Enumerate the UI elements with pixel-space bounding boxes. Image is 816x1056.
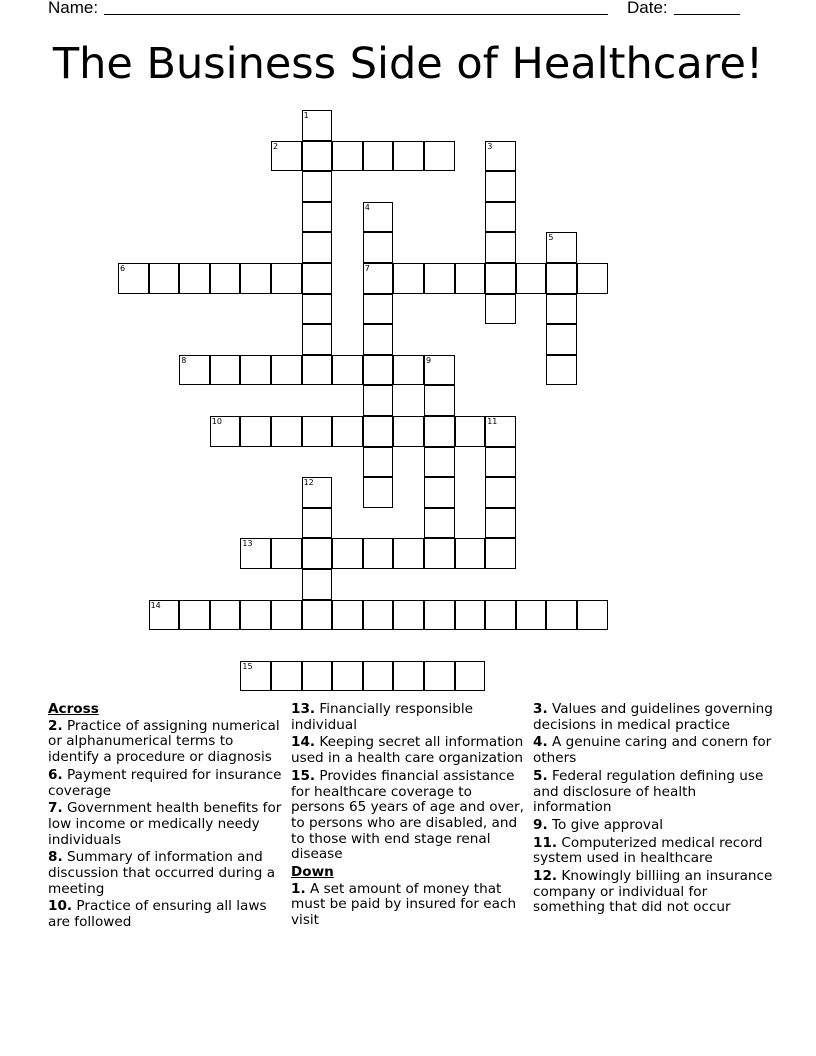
crossword-cell[interactable] bbox=[332, 538, 363, 569]
crossword-cell[interactable] bbox=[393, 355, 424, 386]
crossword-cell[interactable] bbox=[455, 263, 486, 294]
clue-number: 1 bbox=[303, 111, 309, 120]
crossword-cell[interactable] bbox=[302, 141, 333, 172]
crossword-cell[interactable] bbox=[485, 171, 516, 202]
crossword-cell[interactable] bbox=[485, 294, 516, 325]
crossword-cell[interactable] bbox=[302, 171, 333, 202]
crossword-cell[interactable] bbox=[485, 416, 516, 447]
crossword-cell[interactable] bbox=[424, 661, 455, 692]
crossword-cell[interactable] bbox=[363, 416, 394, 447]
crossword-cell[interactable] bbox=[546, 232, 577, 263]
crossword-cell[interactable] bbox=[363, 538, 394, 569]
clue-across-14: 14. Keeping secret all information used in a health care organization bbox=[291, 734, 524, 767]
crossword-cell[interactable] bbox=[577, 600, 608, 631]
clue-number: 4 bbox=[364, 202, 370, 212]
crossword-cell[interactable] bbox=[210, 263, 241, 294]
date-label: Date: bbox=[627, 0, 668, 17]
crossword-cell[interactable] bbox=[302, 416, 333, 447]
crossword-cell[interactable] bbox=[302, 508, 333, 539]
crossword-cell[interactable] bbox=[271, 661, 302, 692]
crossword-cell[interactable] bbox=[424, 447, 455, 478]
crossword-cell[interactable] bbox=[546, 600, 577, 631]
clues-column-2 bbox=[291, 702, 527, 931]
crossword-cell[interactable] bbox=[240, 416, 271, 447]
crossword-cell[interactable] bbox=[393, 141, 424, 172]
crossword-cell[interactable] bbox=[363, 141, 394, 172]
crossword-cell[interactable] bbox=[240, 600, 271, 631]
crossword-cell[interactable] bbox=[363, 324, 394, 355]
crossword-cell[interactable] bbox=[424, 477, 455, 508]
clue-across-13: 13. Financially responsible individual bbox=[291, 701, 474, 733]
crossword-cell[interactable] bbox=[485, 538, 516, 569]
down-heading: Down bbox=[291, 864, 334, 881]
clue-number: 2 bbox=[273, 141, 279, 151]
crossword-cell[interactable] bbox=[363, 600, 394, 631]
crossword-cell[interactable] bbox=[149, 600, 180, 631]
crossword-cell[interactable] bbox=[424, 385, 455, 416]
crossword-cell[interactable] bbox=[363, 477, 394, 508]
crossword-cell[interactable] bbox=[424, 416, 455, 447]
crossword-cell[interactable] bbox=[302, 110, 333, 141]
crossword-cell[interactable] bbox=[485, 202, 516, 233]
crossword-cell[interactable] bbox=[332, 600, 363, 631]
crossword-cell[interactable] bbox=[363, 232, 394, 263]
clue-across-7: 7. Government health benefits for low income or medically needy individuals bbox=[48, 800, 282, 848]
crossword-cell[interactable] bbox=[424, 600, 455, 631]
crossword-cell[interactable] bbox=[302, 324, 333, 355]
crossword-cell[interactable] bbox=[363, 294, 394, 325]
clue-across-10: 10. Practice of ensuring all laws are followed bbox=[48, 898, 267, 931]
crossword-cell[interactable] bbox=[210, 416, 241, 447]
crossword-cell[interactable] bbox=[577, 263, 608, 294]
crossword-cell[interactable] bbox=[485, 508, 516, 539]
clue-down-3: 3. Values and guidelines governing decisions in medical practice bbox=[533, 701, 773, 733]
crossword-cell[interactable] bbox=[485, 141, 516, 172]
clue-across-6: 6. Payment required for insurance coverage bbox=[48, 766, 282, 799]
crossword-cell[interactable] bbox=[363, 447, 394, 478]
clue-number: 15 bbox=[242, 661, 253, 671]
crossword-cell[interactable] bbox=[546, 324, 577, 355]
crossword-cell[interactable] bbox=[516, 263, 547, 294]
crossword-cell[interactable] bbox=[302, 202, 333, 233]
crossword-cell[interactable] bbox=[302, 355, 333, 386]
crossword-cell[interactable] bbox=[455, 600, 486, 631]
crossword-cell[interactable] bbox=[271, 141, 302, 172]
clue-down-1: 1. A set amount of money that must be paid by insured for each visit bbox=[291, 880, 517, 929]
crossword-cell[interactable] bbox=[455, 416, 486, 447]
crossword-cell[interactable] bbox=[271, 355, 302, 386]
clue-down-11: 11. Computerized medical record system used in healthcare bbox=[533, 834, 763, 867]
crossword-cell[interactable] bbox=[271, 263, 302, 294]
clue-number: 12 bbox=[303, 478, 314, 488]
crossword-cell[interactable] bbox=[179, 600, 210, 631]
clue-number: 14 bbox=[150, 600, 161, 610]
clue-down-5: 5. Federal regulation defining use and disclosure of health information bbox=[533, 767, 764, 816]
name-label: Name: bbox=[48, 0, 99, 17]
crossword-cell[interactable] bbox=[393, 416, 424, 447]
clue-number: 11 bbox=[487, 417, 498, 426]
clue-number: 13 bbox=[242, 539, 253, 549]
crossword-cell[interactable] bbox=[302, 477, 333, 508]
crossword-cell[interactable] bbox=[210, 355, 241, 386]
clue-across-15: 15. Provides financial assistance for healthcare coverage to persons 65 years of age and over, to persons who are disabled, and to those with end stage renal disease bbox=[291, 767, 524, 863]
crossword-cell[interactable] bbox=[179, 355, 210, 386]
crossword-cell[interactable] bbox=[302, 600, 333, 631]
crossword-cell[interactable] bbox=[485, 447, 516, 478]
crossword-cell[interactable] bbox=[424, 355, 455, 386]
clue-number: 8 bbox=[181, 355, 187, 365]
crossword-cell[interactable] bbox=[240, 263, 271, 294]
crossword-cell[interactable] bbox=[516, 600, 547, 631]
clue-number: 5 bbox=[548, 233, 554, 243]
crossword-cell[interactable] bbox=[302, 294, 333, 325]
crossword-cell[interactable] bbox=[332, 661, 363, 692]
crossword-cell[interactable] bbox=[118, 263, 149, 294]
crossword-cell[interactable] bbox=[363, 263, 394, 294]
crossword-cell[interactable] bbox=[240, 355, 271, 386]
page-title: The Business Side of Healthcare! bbox=[52, 39, 764, 89]
crossword-cell[interactable] bbox=[363, 355, 394, 386]
crossword-cell[interactable] bbox=[210, 600, 241, 631]
crossword-cell[interactable] bbox=[332, 416, 363, 447]
crossword-cell[interactable] bbox=[393, 600, 424, 631]
crossword-cell[interactable] bbox=[485, 263, 516, 294]
crossword-cell[interactable] bbox=[424, 508, 455, 539]
crossword-cell[interactable] bbox=[302, 263, 333, 294]
crossword-cell[interactable] bbox=[332, 355, 363, 386]
crossword-cell[interactable] bbox=[393, 263, 424, 294]
crossword-cell[interactable] bbox=[302, 569, 333, 600]
crossword-cell[interactable] bbox=[546, 263, 577, 294]
across-heading: Across bbox=[48, 701, 99, 717]
clue-number: 3 bbox=[487, 141, 493, 151]
crossword-cell[interactable] bbox=[271, 600, 302, 631]
clue-across-8: 8. Summary of information and discussion that occurred during a meeting bbox=[48, 849, 276, 897]
crossword-cell[interactable] bbox=[393, 538, 424, 569]
crossword-cell[interactable] bbox=[455, 661, 486, 692]
clue-down-9: 9. To give approval bbox=[533, 816, 664, 833]
crossword-cell[interactable] bbox=[240, 661, 271, 692]
crossword-cell[interactable] bbox=[363, 661, 394, 692]
clue-number: 9 bbox=[426, 355, 432, 365]
clue-number: 6 bbox=[120, 264, 126, 273]
clue-down-12: 12. Knowingly billiing an insurance company or individual for something that did not occur bbox=[533, 868, 773, 916]
crossword-cell[interactable] bbox=[149, 263, 180, 294]
clue-across-2: 2. Practice of assigning numerical or alphanumerical terms to identify a procedure or diagnosis bbox=[48, 717, 280, 766]
crossword-cell[interactable] bbox=[332, 141, 363, 172]
clue-down-4: 4. A genuine caring and conern for others bbox=[533, 734, 772, 767]
clues-column-3 bbox=[533, 702, 773, 918]
crossword-cell[interactable] bbox=[455, 538, 486, 569]
clues-column-1 bbox=[48, 702, 284, 933]
crossword-cell[interactable] bbox=[485, 477, 516, 508]
crossword-cell[interactable] bbox=[424, 141, 455, 172]
crossword-cell[interactable] bbox=[393, 661, 424, 692]
clue-number: 7 bbox=[364, 264, 370, 273]
crossword-cell[interactable] bbox=[546, 355, 577, 386]
crossword-cell[interactable] bbox=[363, 202, 394, 233]
crossword-cell[interactable] bbox=[485, 600, 516, 631]
crossword-cell[interactable] bbox=[271, 538, 302, 569]
crossword-cell[interactable] bbox=[302, 538, 333, 569]
crossword-cell[interactable] bbox=[424, 538, 455, 569]
crossword-cell[interactable] bbox=[302, 661, 333, 692]
crossword-cell[interactable] bbox=[240, 538, 271, 569]
crossword-cell[interactable] bbox=[363, 385, 394, 416]
crossword-cell[interactable] bbox=[485, 232, 516, 263]
crossword-cell[interactable] bbox=[302, 232, 333, 263]
crossword-cell[interactable] bbox=[424, 263, 455, 294]
crossword-cell[interactable] bbox=[271, 416, 302, 447]
crossword-cell[interactable] bbox=[179, 263, 210, 294]
clue-number: 10 bbox=[211, 417, 222, 426]
crossword-cell[interactable] bbox=[546, 294, 577, 325]
